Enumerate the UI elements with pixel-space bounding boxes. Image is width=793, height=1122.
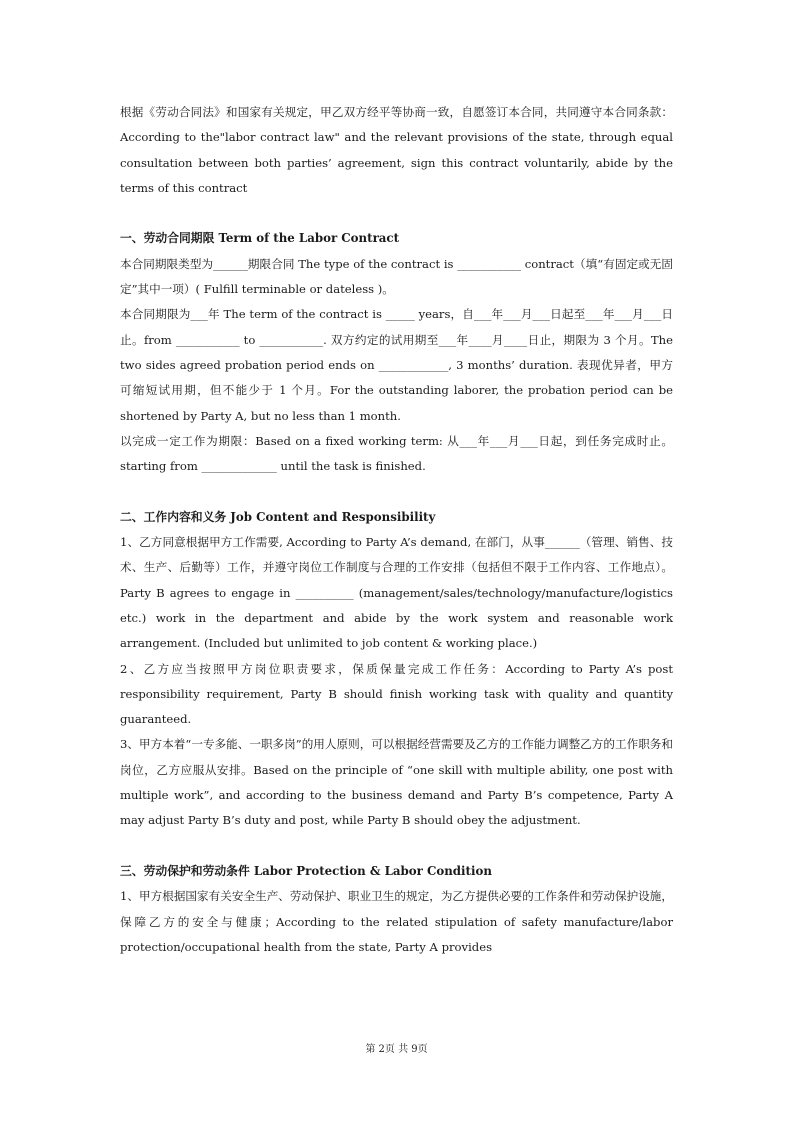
section-heading: 三、劳动保护和劳动条件 Labor Protection & Labor Condition — [120, 863, 492, 878]
clause-paragraph: 2、乙方应当按照甲方岗位职责要求，保质保量完成工作任务：According to Party A’s post responsibility requirement, Party B should finish working task with quality and quantity guaranteed. — [120, 661, 673, 727]
clause-paragraph: 本合同期限类型为______期限合同 The type of the contract is ___________ contract（填“有固定或无固定”其中一项）( Fulfill terminable or dateless )。 — [120, 256, 673, 297]
clause-paragraph: 以完成一定工作为期限：Based on a fixed working term: 从___年___月___日起，到任务完成时止。starting from _____________ until the task is finished. — [120, 433, 673, 474]
spacer — [120, 201, 673, 226]
clause-paragraph: 本合同期限为___年 The term of the contract is _____ years，自___年___月___日起至___年___月___日止。from ___________ to ___________. 双方约定的试用期至___年____月____日止，期限为 3 个月。The two sides agreed probation period ends on ____________, 3 months’ duration. 表现优异者，甲方可缩短试用期，但不能少于 1 个月。For the outstanding laborer, the probation period can be shortened by Party A, but no less than 1 month. — [120, 307, 673, 423]
spacer — [120, 479, 673, 504]
spacer — [120, 834, 673, 859]
section-labor-protection — [120, 859, 673, 960]
clause-paragraph: 1、甲方根据国家有关安全生产、劳动保护、职业卫生的规定，为乙方提供必要的工作条件和劳动保护设施，保障乙方的安全与健康；According to the related stipulation of safety manufacture/labor protection/occupational health from the state, Party A provides — [120, 889, 673, 954]
document-page — [120, 100, 673, 960]
section-heading: 一、劳动合同期限 Term of the Labor Contract — [120, 231, 400, 246]
section-term — [120, 226, 673, 479]
clause-paragraph: 3、甲方本着“一专多能、一职多岗”的用人原则，可以根据经营需要及乙方的工作能力调整乙方的工作职务和岗位，乙方应服从安排。Based on the principle of “one skill with multiple ability, one post with multiple work”, and according to the business demand and Party B’s competence, Party A may adjust Party B’s duty and post, while Party B should obey the adjustment. — [120, 737, 673, 828]
page-number-footer: 第 2页 共 9页 — [365, 1044, 428, 1055]
section-job-content — [120, 505, 673, 834]
section-heading: 二、工作内容和义务 Job Content and Responsibility — [120, 509, 436, 524]
clause-paragraph: 1、乙方同意根据甲方工作需要, According to Party A’s demand, 在部门，从事______（管理、销售、技术、生产、后勤等）工作，并遵守岗位工作制度与合理的工作安排（包括但不限于工作内容、工作地点）。 Party B agrees to engage in __________ (management/sales/technology/manufacture/logistics etc.) work in the department and abide by the work system and reasonable work arrangement. (Included but unlimited to job content & working place.) — [120, 535, 673, 651]
preamble-paragraph: 根据《劳动合同法》和国家有关规定，甲乙双方经平等协商一致，自愿签订本合同，共同遵守本合同条款：According to the"labor contract law" and the relevant provisions of the state, through equal consultation between both parties’ agreement, sign this contract voluntarily, abide by the terms of this contract — [120, 105, 673, 195]
